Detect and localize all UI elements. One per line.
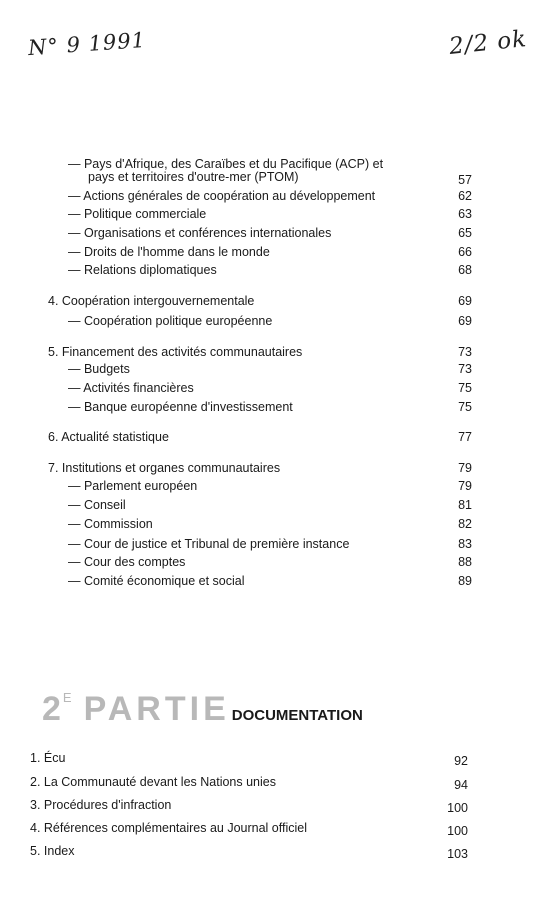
toc-entry-page: 79	[458, 461, 472, 475]
toc-entry-page: 57	[458, 173, 472, 187]
doc-entry-page: 100	[447, 824, 468, 838]
handwritten-status-note: 2/2 ok	[447, 25, 529, 61]
toc-entry-page: 69	[458, 314, 472, 328]
toc-entry-label: — Politique commerciale	[68, 207, 207, 221]
partie-subtitle: DOCUMENTATION	[231, 707, 363, 724]
toc-entry-page: 79	[458, 479, 472, 493]
toc-entry-page: 81	[458, 498, 472, 512]
partie-superscript: E	[62, 690, 72, 705]
toc-entry-label: 7. Institutions et organes communautaires	[48, 461, 281, 475]
doc-entry-label: 5. Index	[30, 844, 75, 858]
toc-entry-label: — Cour des comptes	[68, 555, 186, 569]
doc-entry-page: 100	[447, 801, 468, 815]
partie-word: PARTIE	[83, 690, 230, 728]
toc-entry-label: — Cour de justice et Tribunal de première instance	[68, 537, 350, 551]
doc-entry-page: 94	[454, 778, 468, 792]
toc-entry-page: 83	[458, 537, 472, 551]
toc-entry-page: 88	[458, 555, 472, 569]
toc-entry-label: — Coopération politique européenne	[68, 314, 273, 328]
toc-entry-label: — Banque européenne d'investissement	[68, 400, 293, 414]
toc-entry-label: — Conseil	[68, 498, 126, 512]
doc-entry-label: 2. La Communauté devant les Nations unies	[30, 775, 276, 789]
toc-entry-label: 6. Actualité statistique	[48, 430, 169, 444]
toc-entry-label: 4. Coopération intergouvernementale	[48, 294, 255, 308]
doc-entry-page: 92	[454, 754, 468, 768]
toc-entry-page: 89	[458, 574, 472, 588]
toc-entry-page: 66	[458, 245, 472, 259]
toc-entry-label: — Commission	[68, 517, 153, 531]
toc-entry-label: — Parlement européen	[68, 479, 198, 493]
toc-entry-page: 65	[458, 226, 472, 240]
toc-entry-label: — Pays d'Afrique, des Caraïbes et du Pacifique (ACP) et	[68, 157, 384, 171]
toc-entry-label: — Comité économique et social	[68, 574, 245, 588]
toc-entry-page: 68	[458, 263, 472, 277]
toc-entry-label: — Organisations et conférences internationales	[68, 226, 332, 240]
partie-number: 2	[42, 690, 62, 728]
toc-entry-label: — Budgets	[68, 362, 130, 376]
toc-entry-label: — Relations diplomatiques	[68, 263, 217, 277]
toc-entry-page: 73	[458, 362, 472, 376]
toc-entry-label: — Droits de l'homme dans le monde	[68, 245, 270, 259]
toc-entry-label: — Actions générales de coopération au développement	[68, 189, 376, 203]
doc-entry-page: 103	[447, 847, 468, 861]
toc-entry-label: pays et territoires d'outre-mer (PTOM)	[88, 170, 299, 184]
toc-entry-page: 75	[458, 400, 472, 414]
toc-entry-label: 5. Financement des activités communautaires	[48, 345, 303, 359]
toc-entry-page: 69	[458, 294, 472, 308]
doc-entry-label: 3. Procédures d'infraction	[30, 798, 172, 812]
toc-entry-page: 82	[458, 517, 472, 531]
toc-entry-page: 62	[458, 189, 472, 203]
handwritten-issue-note: N° 9 1991	[27, 27, 147, 61]
doc-entry-label: 4. Références complémentaires au Journal officiel	[30, 821, 307, 835]
toc-entry-page: 63	[458, 207, 472, 221]
toc-entry-page: 75	[458, 381, 472, 395]
doc-entry-label: 1. Écu	[30, 751, 66, 765]
toc-entry-page: 77	[458, 430, 472, 444]
toc-entry-page: 73	[458, 345, 472, 359]
partie-heading	[42, 690, 363, 729]
toc-entry-label: — Activités financières	[68, 381, 194, 395]
